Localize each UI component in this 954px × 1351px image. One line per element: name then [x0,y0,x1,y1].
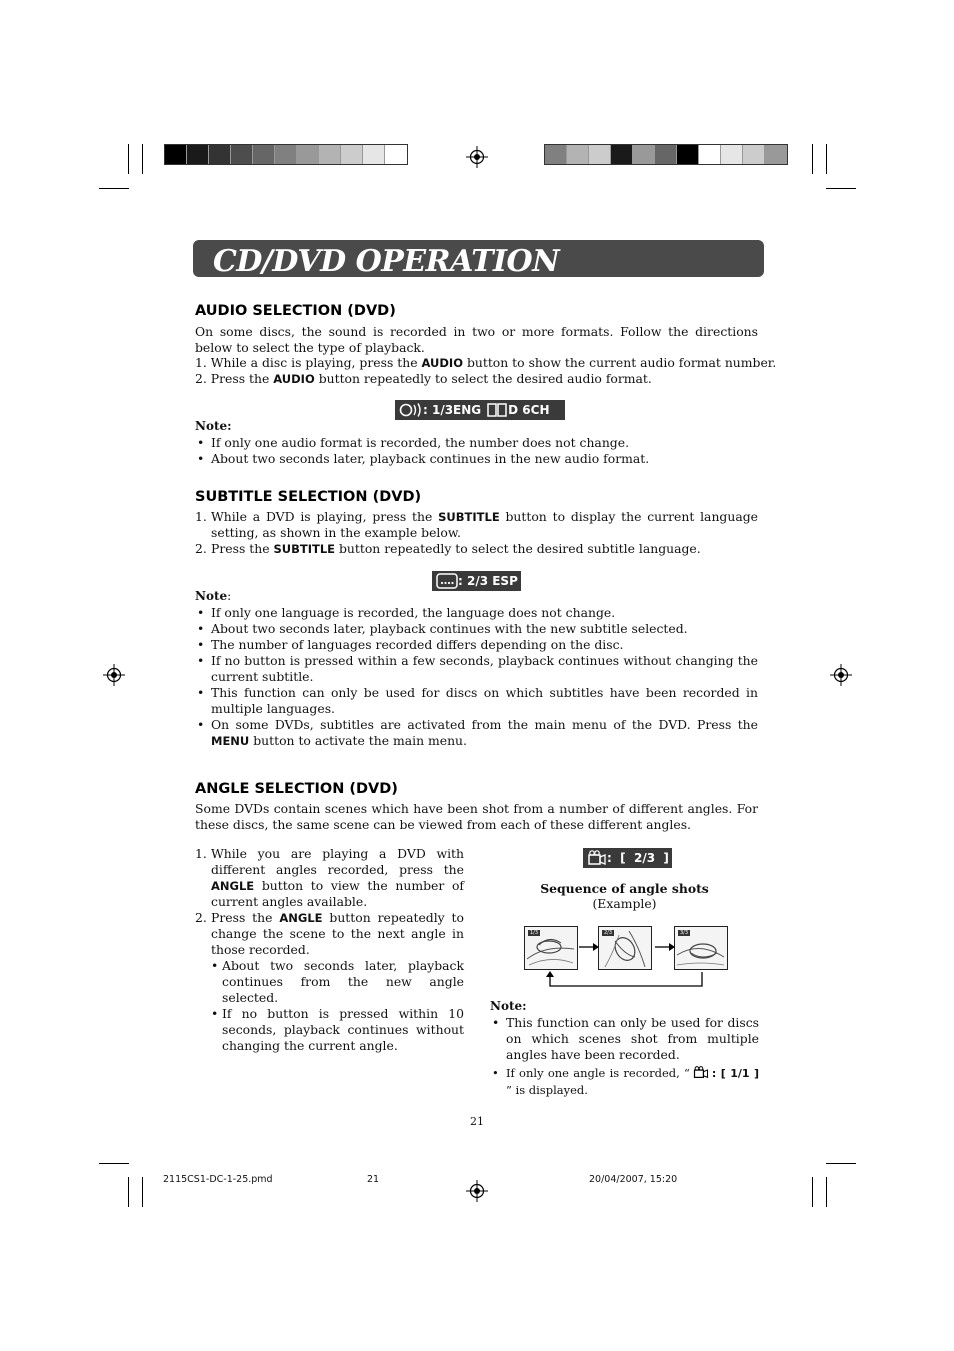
crop-mark [826,144,827,174]
color-swatch [253,145,275,164]
audio-step-2-text-end: button repeatedly to select the desired audio format. [314,371,652,386]
color-swatch [297,145,319,164]
audio-heading: AUDIO SELECTION (DVD) [195,303,396,319]
list-item: • If no button is pressed within 10 seconds, playback continues without changing the current angle. [211,1006,464,1054]
angle-intro: Some DVDs contain scenes which have been shot from a number of different angles. For these discs, the same scene can be viewed from each of these different angles. [195,801,758,832]
list-item: 1. While a DVD is playing, press the SUBTITLE button to display the current language setting, as shown in the example below. [195,509,758,540]
crop-mark [826,1163,856,1164]
subtitle-button-label: SUBTITLE [273,542,336,556]
footer-filename: 2115CS1-DC-1-25.pmd [163,1174,273,1185]
audio-step-2 [195,371,652,387]
audio-step-1-text-end: button to show the current audio format number. [463,355,777,370]
color-bar-left [164,144,408,165]
angle-osd-display [583,848,672,868]
shot-angle-label: 1/3 [530,930,539,936]
list-item: • If only one language is recorded, the language does not change. [195,605,758,621]
audio-step-2-text: 2. Press the [195,371,274,386]
subtitle-icon [436,573,458,589]
audio-speaker-icon [399,402,423,418]
page-number: 21 [470,1115,484,1128]
menu-button-label: MENU [211,734,250,748]
shot-angle-label: 2/3 [604,930,613,936]
subtitle-note-label [195,589,231,603]
angle-steps [195,846,464,1054]
list-item: • If no button is pressed within a few seconds, playback continues without changing the current subtitle. [195,653,758,685]
subtitle-step-2-text-end: button repeatedly to select the desired subtitle language. [335,541,701,556]
sequence-title: Sequence of angle shots [540,881,709,896]
angle-note-2-text-end: ” is displayed. [506,1083,588,1097]
list-item: 2. Press the ANGLE button repeatedly to change the scene to the next angle in those recorded. • About two seconds later, playback continues from the new angle selected. • If no button is pressed within 10 seconds, playback continues without changing the current angle. [195,910,464,1054]
list-item: • About two seconds later, playback continues in the new audio format. [195,451,758,467]
audio-intro: On some discs, the sound is recorded in two or more formats. Follow the directions below to select the type of playback. [195,324,758,355]
color-swatch [165,145,187,164]
angle-note-2-text: If only one angle is recorded, “ [506,1066,690,1080]
color-swatch [589,145,611,164]
subtitle-note-6-text: On some DVDs, subtitles are activated from the main menu of the DVD. Press the [211,717,758,732]
color-swatch [187,145,209,164]
registration-mark-icon [466,1180,488,1202]
color-swatch [633,145,655,164]
color-swatch [363,145,385,164]
audio-step-1 [195,355,776,371]
list-item: • The number of languages recorded differs depending on the disc. [195,637,758,653]
camera-angle-icon [692,1066,710,1079]
registration-mark-icon [830,664,852,686]
color-swatch [275,145,297,164]
crop-mark [142,144,143,174]
registration-mark-icon [466,146,488,168]
dolby-digital-icon [487,403,507,417]
angle-step-2-text: Press the [211,910,280,925]
color-swatch [721,145,743,164]
footer-date: 20/04/2007, 15:20 [589,1174,678,1185]
color-swatch [743,145,765,164]
angle-osd-value: : [ 2/3 ] [607,851,669,865]
subtitle-note-6-text-end: button to activate the main menu. [249,733,467,748]
sequence-subtitle: (Example) [592,896,657,911]
list-item: • If only one audio format is recorded, the number does not change. [195,435,758,451]
color-swatch [677,145,699,164]
subtitle-osd-value: : 2/3 ESP [458,574,518,588]
subtitle-step-1-text-end: button to display the current language setting, as shown in the example below. [211,509,758,540]
crop-mark [142,1177,143,1207]
audio-notes [195,435,758,467]
crop-mark [812,144,813,174]
list-item: 1. While you are playing a DVD with different angles recorded, press the ANGLE button to view the number of current angles available. [195,846,464,909]
subtitle-note-label-text: Note [195,589,228,603]
angle-step-2-text-end: button repeatedly to change the scene to the next angle in those recorded. [211,910,464,957]
audio-osd-value: : 1/3ENG [423,403,482,417]
angle-notes [490,1015,759,1098]
list-item: • About two seconds later, playback continues from the new angle selected. [211,958,464,1006]
color-bar-right [544,144,788,165]
angle-note-label: Note: [490,999,527,1013]
color-swatch [765,145,787,164]
color-swatch [545,145,567,164]
subtitle-notes [195,605,758,749]
angle-heading: ANGLE SELECTION (DVD) [195,781,398,797]
footer-page: 21 [367,1174,380,1185]
crop-mark [812,1177,813,1207]
color-swatch [611,145,633,164]
subtitle-heading: SUBTITLE SELECTION (DVD) [195,489,422,505]
list-item [195,717,758,749]
color-swatch [341,145,363,164]
audio-note-label: Note: [195,419,232,433]
angle-step-1-text-end: button to view the number of current angles available. [211,878,464,909]
audio-osd-format: D 6CH [508,403,550,417]
subtitle-note-colon: : [227,589,232,603]
crop-mark [826,188,856,189]
list-item [490,1065,759,1098]
color-swatch [209,145,231,164]
subtitle-button-label: SUBTITLE [438,510,500,524]
list-item: 2. Press the SUBTITLE button repeatedly to select the desired subtitle language. [195,541,701,556]
color-swatch [567,145,589,164]
color-swatch [655,145,677,164]
subtitle-steps [195,509,758,557]
audio-step-1-text: 1. While a disc is playing, press the [195,355,422,370]
crop-mark [128,144,129,174]
shot-angle-label: 3/3 [680,930,689,936]
angle-button-label: ANGLE [279,911,323,925]
registration-mark-icon [103,664,125,686]
color-swatch [699,145,721,164]
subtitle-step-2-text: Press the [211,541,274,556]
sequence-arrows-icon [520,920,740,992]
crop-mark [826,1177,827,1207]
audio-button-label: AUDIO [273,372,315,386]
list-item: • This function can only be used for discs on which subtitles have been recorded in multiple languages. [195,685,758,717]
crop-mark [99,1163,129,1164]
audio-button-label: AUDIO [421,356,463,370]
angle-step-1-text: While you are playing a DVD with different angles recorded, press the [211,846,464,877]
crop-mark [128,1177,129,1207]
list-item: • This function can only be used for discs on which scenes shot from multiple angles have been recorded. [490,1015,759,1063]
color-swatch [385,145,407,164]
color-swatch [231,145,253,164]
color-swatch [319,145,341,164]
crop-mark [99,188,129,189]
subtitle-osd-display [432,571,521,591]
page-title: CD/DVD OPERATION [213,244,560,279]
angle-button-label: ANGLE [211,879,255,893]
list-item: • About two seconds later, playback continues with the new subtitle selected. [195,621,758,637]
camera-angle-icon [587,850,607,866]
audio-osd-display [395,400,565,420]
subtitle-step-1-text: While a DVD is playing, press the [211,509,439,524]
angle-note-2-bold: : [ 1/1 ] [711,1067,759,1080]
